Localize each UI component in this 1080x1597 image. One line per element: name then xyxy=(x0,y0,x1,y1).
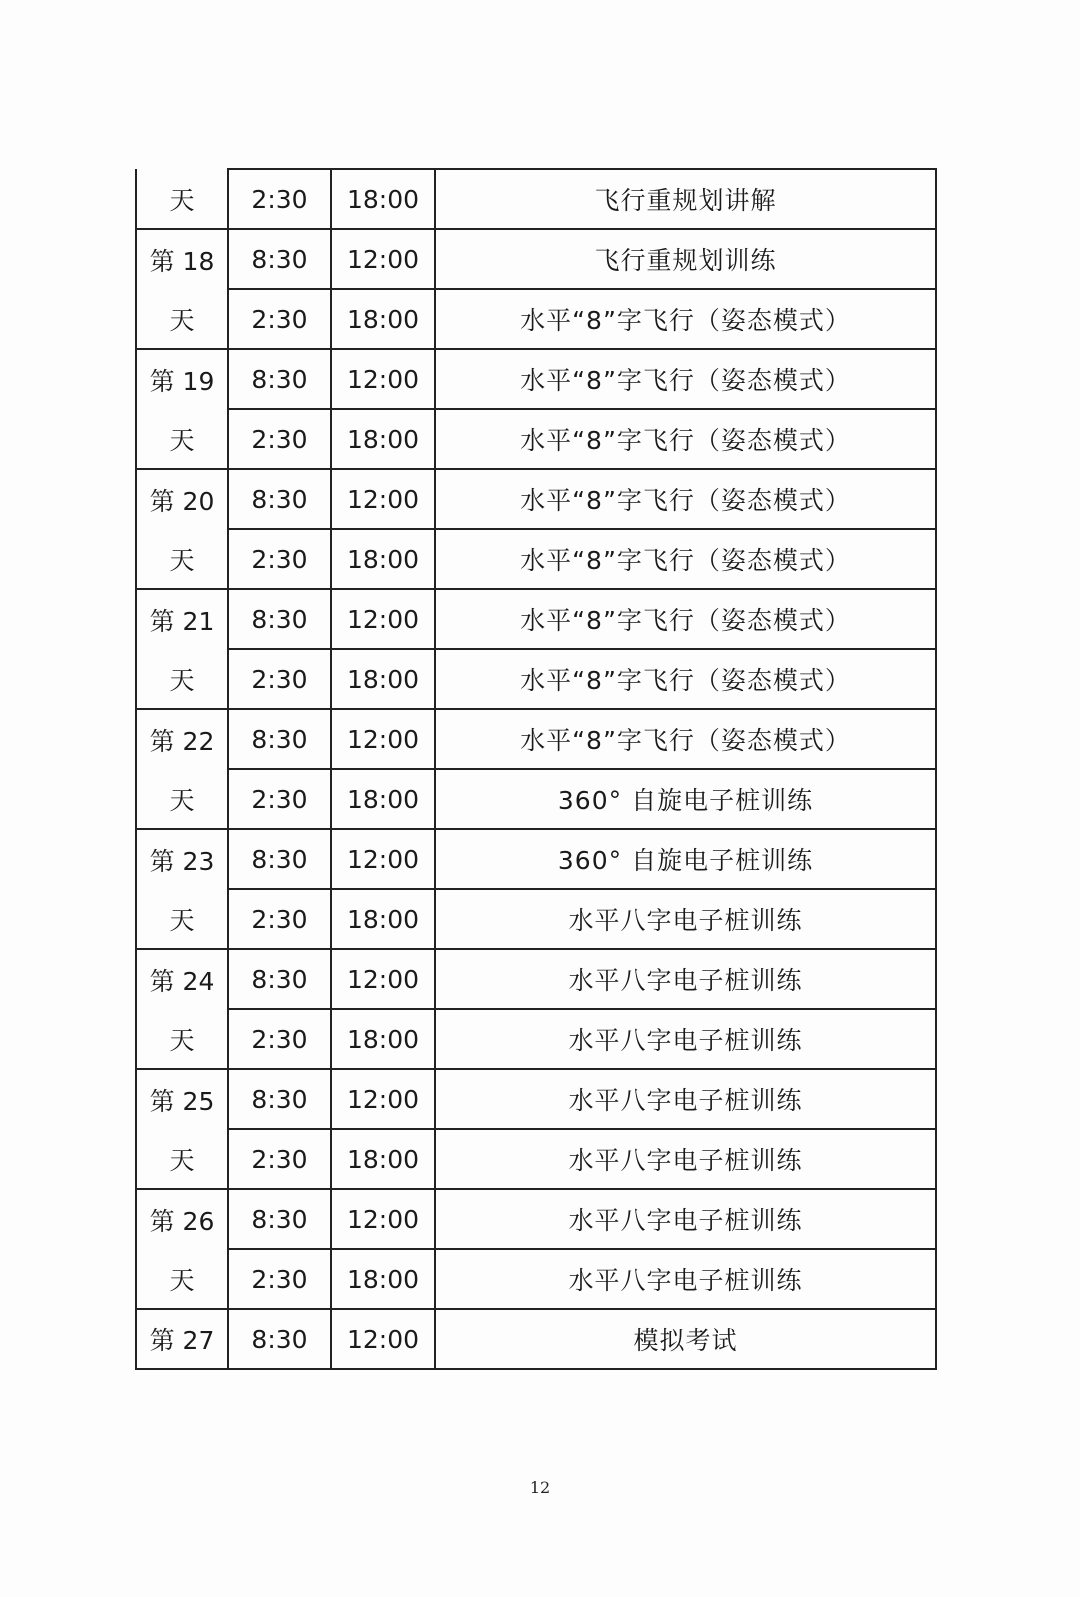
table-row xyxy=(136,889,936,949)
schedule-table xyxy=(135,168,937,1370)
table-row xyxy=(136,229,936,289)
content-cell: 水平“8”字飞行（姿态模式） xyxy=(435,349,936,409)
start-time-cell: 2:30 xyxy=(228,409,331,469)
start-time-cell: 2:30 xyxy=(228,289,331,349)
table-row xyxy=(136,1309,936,1369)
end-time-cell: 18:00 xyxy=(331,289,435,349)
end-time-cell: 18:00 xyxy=(331,169,435,229)
content-cell: 水平八字电子桩训练 xyxy=(435,1009,936,1069)
end-time-cell: 12:00 xyxy=(331,949,435,1009)
content-cell: 水平八字电子桩训练 xyxy=(435,1249,936,1309)
end-time-cell: 12:00 xyxy=(331,1189,435,1249)
day-cell: 天 xyxy=(136,409,228,469)
table-row xyxy=(136,829,936,889)
end-time-cell: 18:00 xyxy=(331,529,435,589)
day-cell: 天 xyxy=(136,769,228,829)
table-row xyxy=(136,589,936,649)
end-time-cell: 12:00 xyxy=(331,349,435,409)
day-cell: 第 18 xyxy=(136,229,228,289)
day-cell: 第 22 xyxy=(136,709,228,769)
start-time-cell: 2:30 xyxy=(228,1249,331,1309)
end-time-cell: 18:00 xyxy=(331,1249,435,1309)
end-time-cell: 12:00 xyxy=(331,829,435,889)
start-time-cell: 2:30 xyxy=(228,769,331,829)
start-time-cell: 2:30 xyxy=(228,1009,331,1069)
table-row xyxy=(136,769,936,829)
table-row xyxy=(136,1249,936,1309)
content-cell: 水平“8”字飞行（姿态模式） xyxy=(435,589,936,649)
start-time-cell: 8:30 xyxy=(228,709,331,769)
start-time-cell: 8:30 xyxy=(228,1069,331,1129)
end-time-cell: 12:00 xyxy=(331,709,435,769)
page-number: 12 xyxy=(529,1478,551,1497)
end-time-cell: 18:00 xyxy=(331,769,435,829)
day-cell: 天 xyxy=(136,1129,228,1189)
table-row xyxy=(136,649,936,709)
content-cell: 水平八字电子桩训练 xyxy=(435,1129,936,1189)
start-time-cell: 2:30 xyxy=(228,169,331,229)
start-time-cell: 8:30 xyxy=(228,829,331,889)
day-cell: 第 27 xyxy=(136,1309,228,1369)
day-cell: 第 21 xyxy=(136,589,228,649)
day-cell: 第 26 xyxy=(136,1189,228,1249)
table-row xyxy=(136,1009,936,1069)
table-row xyxy=(136,1189,936,1249)
content-cell: 水平“8”字飞行（姿态模式） xyxy=(435,289,936,349)
day-cell: 第 24 xyxy=(136,949,228,1009)
content-cell: 水平八字电子桩训练 xyxy=(435,889,936,949)
content-cell: 水平“8”字飞行（姿态模式） xyxy=(435,649,936,709)
start-time-cell: 2:30 xyxy=(228,529,331,589)
start-time-cell: 2:30 xyxy=(228,649,331,709)
day-cell: 天 xyxy=(136,649,228,709)
day-cell: 第 20 xyxy=(136,469,228,529)
start-time-cell: 8:30 xyxy=(228,1309,331,1369)
end-time-cell: 18:00 xyxy=(331,1009,435,1069)
content-cell: 飞行重规划训练 xyxy=(435,229,936,289)
content-cell: 水平八字电子桩训练 xyxy=(435,949,936,1009)
end-time-cell: 12:00 xyxy=(331,589,435,649)
day-cell: 第 25 xyxy=(136,1069,228,1129)
content-cell: 360° 自旋电子桩训练 xyxy=(435,769,936,829)
content-cell: 水平八字电子桩训练 xyxy=(435,1189,936,1249)
day-cell: 天 xyxy=(136,1009,228,1069)
table-row xyxy=(136,1129,936,1189)
end-time-cell: 12:00 xyxy=(331,1069,435,1129)
day-cell: 天 xyxy=(136,289,228,349)
end-time-cell: 12:00 xyxy=(331,1309,435,1369)
content-cell: 水平“8”字飞行（姿态模式） xyxy=(435,529,936,589)
table-row xyxy=(136,349,936,409)
table-row xyxy=(136,1069,936,1129)
table-row xyxy=(136,949,936,1009)
day-cell: 第 23 xyxy=(136,829,228,889)
start-time-cell: 8:30 xyxy=(228,1189,331,1249)
day-cell: 天 xyxy=(136,529,228,589)
table-row xyxy=(136,289,936,349)
end-time-cell: 12:00 xyxy=(331,229,435,289)
content-cell: 水平“8”字飞行（姿态模式） xyxy=(435,709,936,769)
start-time-cell: 8:30 xyxy=(228,469,331,529)
day-cell: 天 xyxy=(136,169,228,229)
start-time-cell: 8:30 xyxy=(228,229,331,289)
content-cell: 水平八字电子桩训练 xyxy=(435,1069,936,1129)
start-time-cell: 8:30 xyxy=(228,589,331,649)
start-time-cell: 8:30 xyxy=(228,349,331,409)
day-cell: 天 xyxy=(136,1249,228,1309)
day-cell: 第 19 xyxy=(136,349,228,409)
end-time-cell: 18:00 xyxy=(331,649,435,709)
start-time-cell: 8:30 xyxy=(228,949,331,1009)
table-row xyxy=(136,409,936,469)
content-cell: 模拟考试 xyxy=(435,1309,936,1369)
start-time-cell: 2:30 xyxy=(228,1129,331,1189)
content-cell: 飞行重规划讲解 xyxy=(435,169,936,229)
content-cell: 水平“8”字飞行（姿态模式） xyxy=(435,409,936,469)
start-time-cell: 2:30 xyxy=(228,889,331,949)
table-row xyxy=(136,169,936,229)
end-time-cell: 12:00 xyxy=(331,469,435,529)
content-cell: 360° 自旋电子桩训练 xyxy=(435,829,936,889)
end-time-cell: 18:00 xyxy=(331,889,435,949)
table-row xyxy=(136,469,936,529)
table-row xyxy=(136,529,936,589)
day-cell: 天 xyxy=(136,889,228,949)
table-row xyxy=(136,709,936,769)
schedule-table-body xyxy=(136,169,936,1369)
end-time-cell: 18:00 xyxy=(331,409,435,469)
end-time-cell: 18:00 xyxy=(331,1129,435,1189)
content-cell: 水平“8”字飞行（姿态模式） xyxy=(435,469,936,529)
